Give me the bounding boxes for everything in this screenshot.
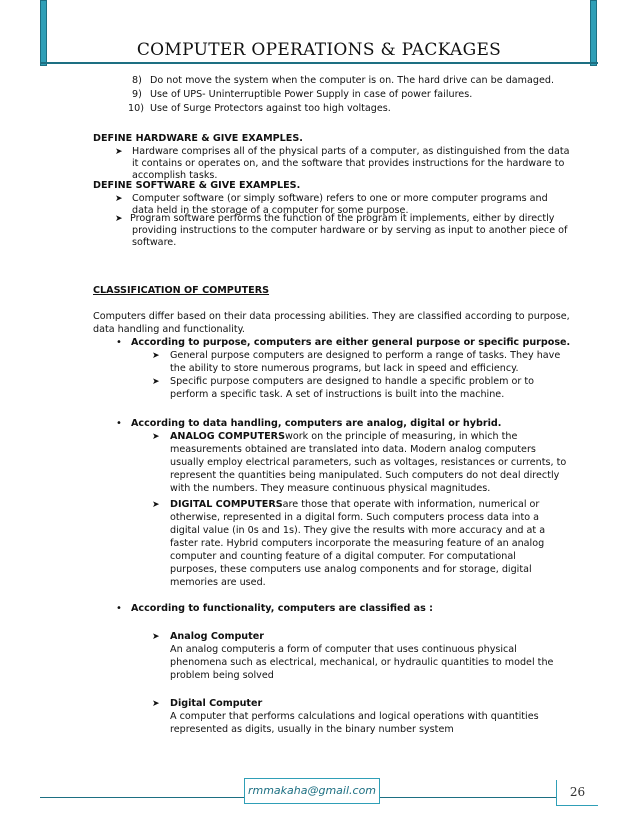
arrow-bullet-icon: ➤ [115, 147, 123, 157]
arrow-bullet-icon: ➤ [152, 632, 160, 642]
analog-term: ANALOG COMPUTERS [170, 431, 285, 442]
classification-heading: CLASSIFICATION OF COMPUTERS [93, 285, 270, 296]
software-text: providing instructions to the computer hardware or by serving as input to another piece of [132, 225, 568, 236]
arrow-bullet-icon: ➤ [115, 214, 123, 224]
purpose-text: perform a specific task. A set of instructions is built into the machine. [170, 389, 505, 400]
arrow-bullet-icon: ➤ [115, 194, 123, 204]
software-text: Program software performs the function of the program it implements, either by directly [130, 213, 555, 224]
analog-computer-title: Analog Computer [170, 631, 264, 642]
digital-text: otherwise, represented in a digital form. Such computers process data into a [170, 512, 540, 523]
software-heading: DEFINE SOFTWARE & GIVE EXAMPLES. [93, 180, 301, 191]
purpose-text: General purpose computers are designed to perform a range of tasks. They have [170, 350, 561, 361]
analog-text: usually employ electrical parameters, such as voltages, resistances or currents, to [170, 457, 567, 468]
analog-text: measurements obtained are translated into data. Modern analog computers [170, 444, 536, 455]
analog-computer-text: An analog computeris a form of computer that uses continuous physical [170, 644, 517, 655]
analog-text: represent the quantities being manipulated. Such computers do not deal directly [170, 470, 560, 481]
software-text: data held in the storage of a computer for some purpose. [132, 205, 409, 216]
hardware-text: it contains or operates on, and the software that provides instructions for the hardware to [132, 158, 565, 169]
hardware-text: Hardware comprises all of the physical parts of a computer, as distinguished from the data [132, 146, 570, 157]
digital-text: computer and counting feature of a digital computer. For computational [170, 551, 516, 562]
digital-text: digital value (in 0s and 1s). They give the results with more accuracy and at a [170, 525, 546, 536]
page-number: 26 [556, 780, 598, 806]
dot-bullet-icon: • [116, 418, 122, 429]
footer-rule-left [40, 797, 244, 798]
purpose-text: the ability to store numerous programs, but lack in speed and efficiency. [170, 363, 519, 374]
header-rule [40, 62, 598, 64]
dot-bullet-icon: • [116, 603, 122, 614]
digital-text: memories are used. [170, 577, 266, 588]
handling-heading: According to data handling, computers are analog, digital or hybrid. [131, 418, 502, 429]
software-text: software. [132, 237, 177, 248]
analog-text: with the numbers. They measure continuous physical magnitudes. [170, 483, 491, 494]
classification-intro: data handling and functionality. [93, 324, 245, 335]
digital-computer-text: represented as digits, usually in the binary number system [170, 724, 454, 735]
arrow-bullet-icon: ➤ [152, 500, 160, 510]
arrow-bullet-icon: ➤ [152, 432, 160, 442]
list-item: Use of UPS- Uninterruptible Power Supply in case of power failures. [150, 89, 473, 100]
arrow-bullet-icon: ➤ [152, 351, 160, 361]
list-item: Do not move the system when the computer is on. The hard drive can be damaged. [150, 75, 555, 86]
purpose-text: Specific purpose computers are designed to handle a specific problem or to [170, 376, 535, 387]
analog-paragraph-first [170, 431, 517, 443]
list-number: 8) [132, 75, 142, 86]
software-text: Computer software (or simply software) refers to one or more computer programs and [132, 193, 548, 204]
analog-text: work on the principle of measuring, in which the [284, 431, 518, 442]
arrow-bullet-icon: ➤ [152, 699, 160, 709]
digital-text: purposes, these computers use analog components and for storage, digital [170, 564, 532, 575]
classification-intro: Computers differ based on their data processing abilities. They are classified according to purpose, [93, 311, 570, 322]
hardware-heading: DEFINE HARDWARE & GIVE EXAMPLES. [93, 133, 303, 144]
purpose-heading: According to purpose, computers are either general purpose or specific purpose. [131, 337, 571, 348]
dot-bullet-icon: • [116, 337, 122, 348]
list-item: Use of Surge Protectors against too high voltages. [150, 103, 391, 114]
functionality-heading: According to functionality, computers are classified as : [131, 603, 434, 614]
page-header-title: COMPUTER OPERATIONS & PACKAGES [136, 40, 502, 60]
analog-computer-text: phenomena such as electrical, mechanical, or hydraulic quantities to model the [170, 657, 554, 668]
footer-email: rmmakaha@gmail.com [244, 778, 380, 804]
digital-text: faster rate. Hybrid computers incorporate the measuring feature of an analog [170, 538, 545, 549]
digital-paragraph-first [170, 499, 539, 511]
digital-computer-text: A computer that performs calculations and logical operations with quantities [170, 711, 539, 722]
arrow-bullet-icon: ➤ [152, 377, 160, 387]
digital-computer-title: Digital Computer [170, 698, 263, 709]
analog-computer-text: problem being solved [170, 670, 274, 681]
list-number: 10) [128, 103, 144, 114]
digital-text: are those that operate with information, numerical or [282, 499, 540, 510]
footer-rule-right [380, 797, 556, 798]
hardware-text: accomplish tasks. [132, 170, 218, 181]
digital-term: DIGITAL COMPUTERS [170, 499, 283, 510]
list-number: 9) [132, 89, 142, 100]
